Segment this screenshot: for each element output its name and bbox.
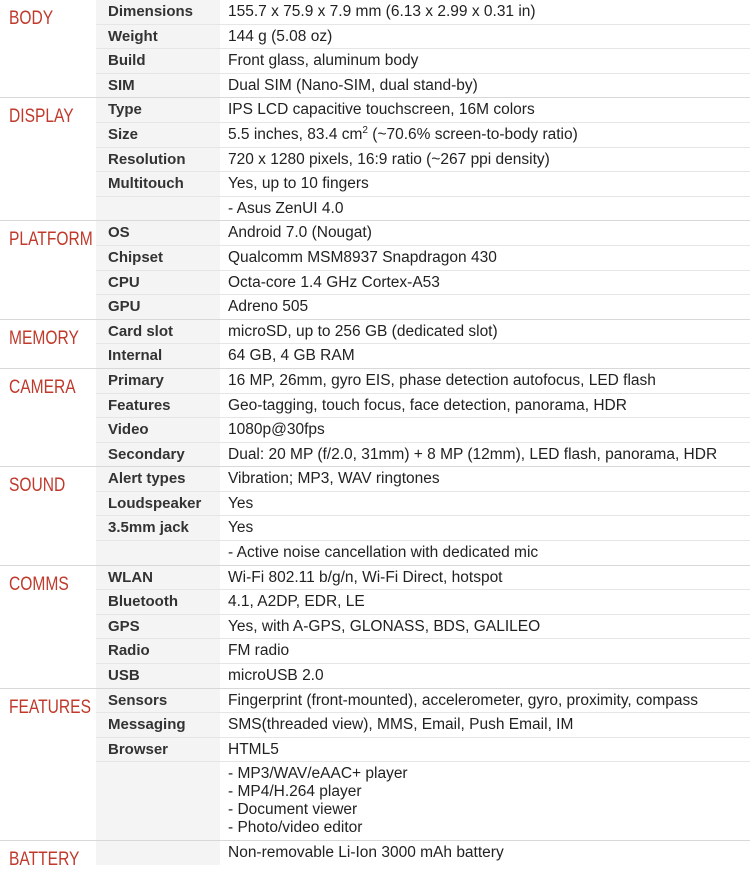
spec-value [220,123,750,147]
spec-row [96,614,750,639]
spec-row [96,48,750,73]
spec-row [96,196,750,221]
spec-value: Yes, with A-GPS, GLONASS, BDS, GALILEO [228,617,541,635]
spec-row [96,417,750,442]
spec-section-features [0,688,750,841]
spec-value: Octa-core 1.4 GHz Cortex-A53 [228,273,440,291]
spec-label: Weight [96,25,220,49]
spec-row [96,73,750,98]
spec-value: 720 x 1280 pixels, 16:9 ratio (~267 ppi density) [228,150,550,168]
section-title: FEATURES [9,696,91,718]
spec-label: Alert types [96,467,220,491]
spec-label: Multitouch [96,172,220,196]
spec-value-item: - MP4/H.264 player [228,783,362,801]
spec-row [96,467,750,491]
spec-value: Dual SIM (Nano-SIM, dual stand-by) [228,76,478,94]
spec-section-body [0,0,750,97]
spec-row [96,638,750,663]
section-title: PLATFORM [9,229,93,251]
spec-row [96,343,750,368]
spec-value: Front glass, aluminum body [228,52,419,70]
spec-row [96,221,750,245]
spec-value: HTML5 [228,740,279,758]
spec-value-part: (~70.6% screen-to-body ratio) [367,125,578,143]
spec-value-part: 5.5 inches, 83.4 cm [228,125,363,143]
spec-row [96,689,750,713]
spec-value: - Active noise cancellation with dedicated mic [228,544,539,562]
spec-value: Qualcomm MSM8937 Snapdragon 430 [228,248,497,266]
spec-section-sound [0,466,750,564]
spec-value: Adreno 505 [228,298,309,316]
spec-value-item: - Document viewer [228,801,358,819]
spec-row [96,566,750,590]
spec-row [96,122,750,147]
spec-value: 4.1, A2DP, EDR, LE [228,593,365,611]
spec-section-battery [0,840,750,871]
section-title: DISPLAY [9,106,74,128]
spec-row [96,0,750,24]
spec-label: Chipset [96,246,220,270]
spec-label: WLAN [96,566,220,590]
spec-section-camera [0,368,750,466]
spec-row [96,393,750,418]
section-title: CAMERA [9,376,76,398]
spec-label [96,197,220,221]
spec-label: GPS [96,615,220,639]
spec-section-comms [0,565,750,688]
spec-value [220,762,750,840]
spec-label: Radio [96,639,220,663]
spec-value: Yes, up to 10 fingers [228,175,369,193]
spec-row [96,491,750,516]
spec-label: Secondary [96,443,220,467]
spec-value: Android 7.0 (Nougat) [228,224,372,242]
spec-label: Card slot [96,320,220,344]
spec-label: Build [96,49,220,73]
spec-row [96,98,750,122]
spec-section-platform [0,220,750,318]
spec-value: 16 MP, 26mm, gyro EIS, phase detection autofocus, LED flash [228,371,656,389]
superscript: 2 [362,124,368,136]
spec-section-display [0,97,750,220]
spec-label: CPU [96,271,220,295]
spec-value: FM radio [228,642,290,660]
spec-row [96,245,750,270]
section-title: COMMS [9,573,69,595]
spec-label [96,841,220,865]
spec-value: microSD, up to 256 GB (dedicated slot) [228,322,498,340]
spec-row [96,442,750,467]
spec-label: Bluetooth [96,590,220,614]
spec-value: Yes [228,519,254,537]
spec-label: Browser [96,738,220,762]
spec-label: Resolution [96,148,220,172]
spec-value: 144 g (5.08 oz) [228,27,333,45]
spec-label [96,762,220,840]
spec-value: Vibration; MP3, WAV ringtones [228,470,440,488]
spec-row [96,515,750,540]
spec-value: 155.7 x 75.9 x 7.9 mm (6.13 x 2.99 x 0.31 in) [228,3,536,20]
spec-label: Messaging [96,713,220,737]
spec-label: Primary [96,369,220,393]
spec-label: GPU [96,295,220,319]
spec-value: Dual: 20 MP (f/2.0, 31mm) + 8 MP (12mm), LED flash, panorama, HDR [228,445,718,463]
spec-row [96,761,750,840]
spec-value: 64 GB, 4 GB RAM [228,347,355,365]
spec-label: Video [96,418,220,442]
spec-row [96,663,750,688]
spec-value: Geo-tagging, touch focus, face detection, panorama, HDR [228,396,627,414]
spec-value: Wi-Fi 802.11 b/g/n, Wi-Fi Direct, hotspot [228,568,503,586]
spec-row [96,320,750,344]
spec-value: Fingerprint (front-mounted), accelerometer, gyro, proximity, compass [228,691,699,709]
spec-row [96,369,750,393]
spec-label: Sensors [96,689,220,713]
spec-value: - Asus ZenUI 4.0 [228,199,344,217]
spec-label: 3.5mm jack [96,516,220,540]
spec-row [96,712,750,737]
section-title: SOUND [9,475,66,497]
spec-label: Internal [96,344,220,368]
spec-value: SMS(threaded view), MMS, Email, Push Email, IM [228,716,574,734]
spec-row [96,24,750,49]
spec-row [96,841,750,865]
spec-value: Non-removable Li-Ion 3000 mAh battery [228,844,504,862]
spec-row [96,589,750,614]
spec-row [96,171,750,196]
section-title: BODY [9,8,54,29]
spec-label: Dimensions [96,0,220,24]
spec-label: Size [96,123,220,147]
spec-row [96,540,750,565]
spec-label: Features [96,394,220,418]
spec-label: OS [96,221,220,245]
section-title: BATTERY [9,849,80,871]
spec-label: Type [96,98,220,122]
spec-label: SIM [96,74,220,98]
spec-value: IPS LCD capacitive touchscreen, 16M colors [228,101,535,119]
spec-value-item: - MP3/WAV/eAAC+ player [228,765,408,783]
section-title: MEMORY [9,327,79,349]
spec-value: Yes [228,494,254,512]
spec-row [96,147,750,172]
spec-row [96,270,750,295]
spec-value: 1080p@30fps [228,421,325,439]
spec-value-item: - Photo/video editor [228,819,363,837]
spec-row [96,737,750,762]
spec-label: USB [96,664,220,688]
spec-row [96,294,750,319]
spec-section-memory [0,319,750,368]
spec-value: microUSB 2.0 [228,667,324,685]
spec-label: Loudspeaker [96,492,220,516]
spec-label [96,541,220,565]
